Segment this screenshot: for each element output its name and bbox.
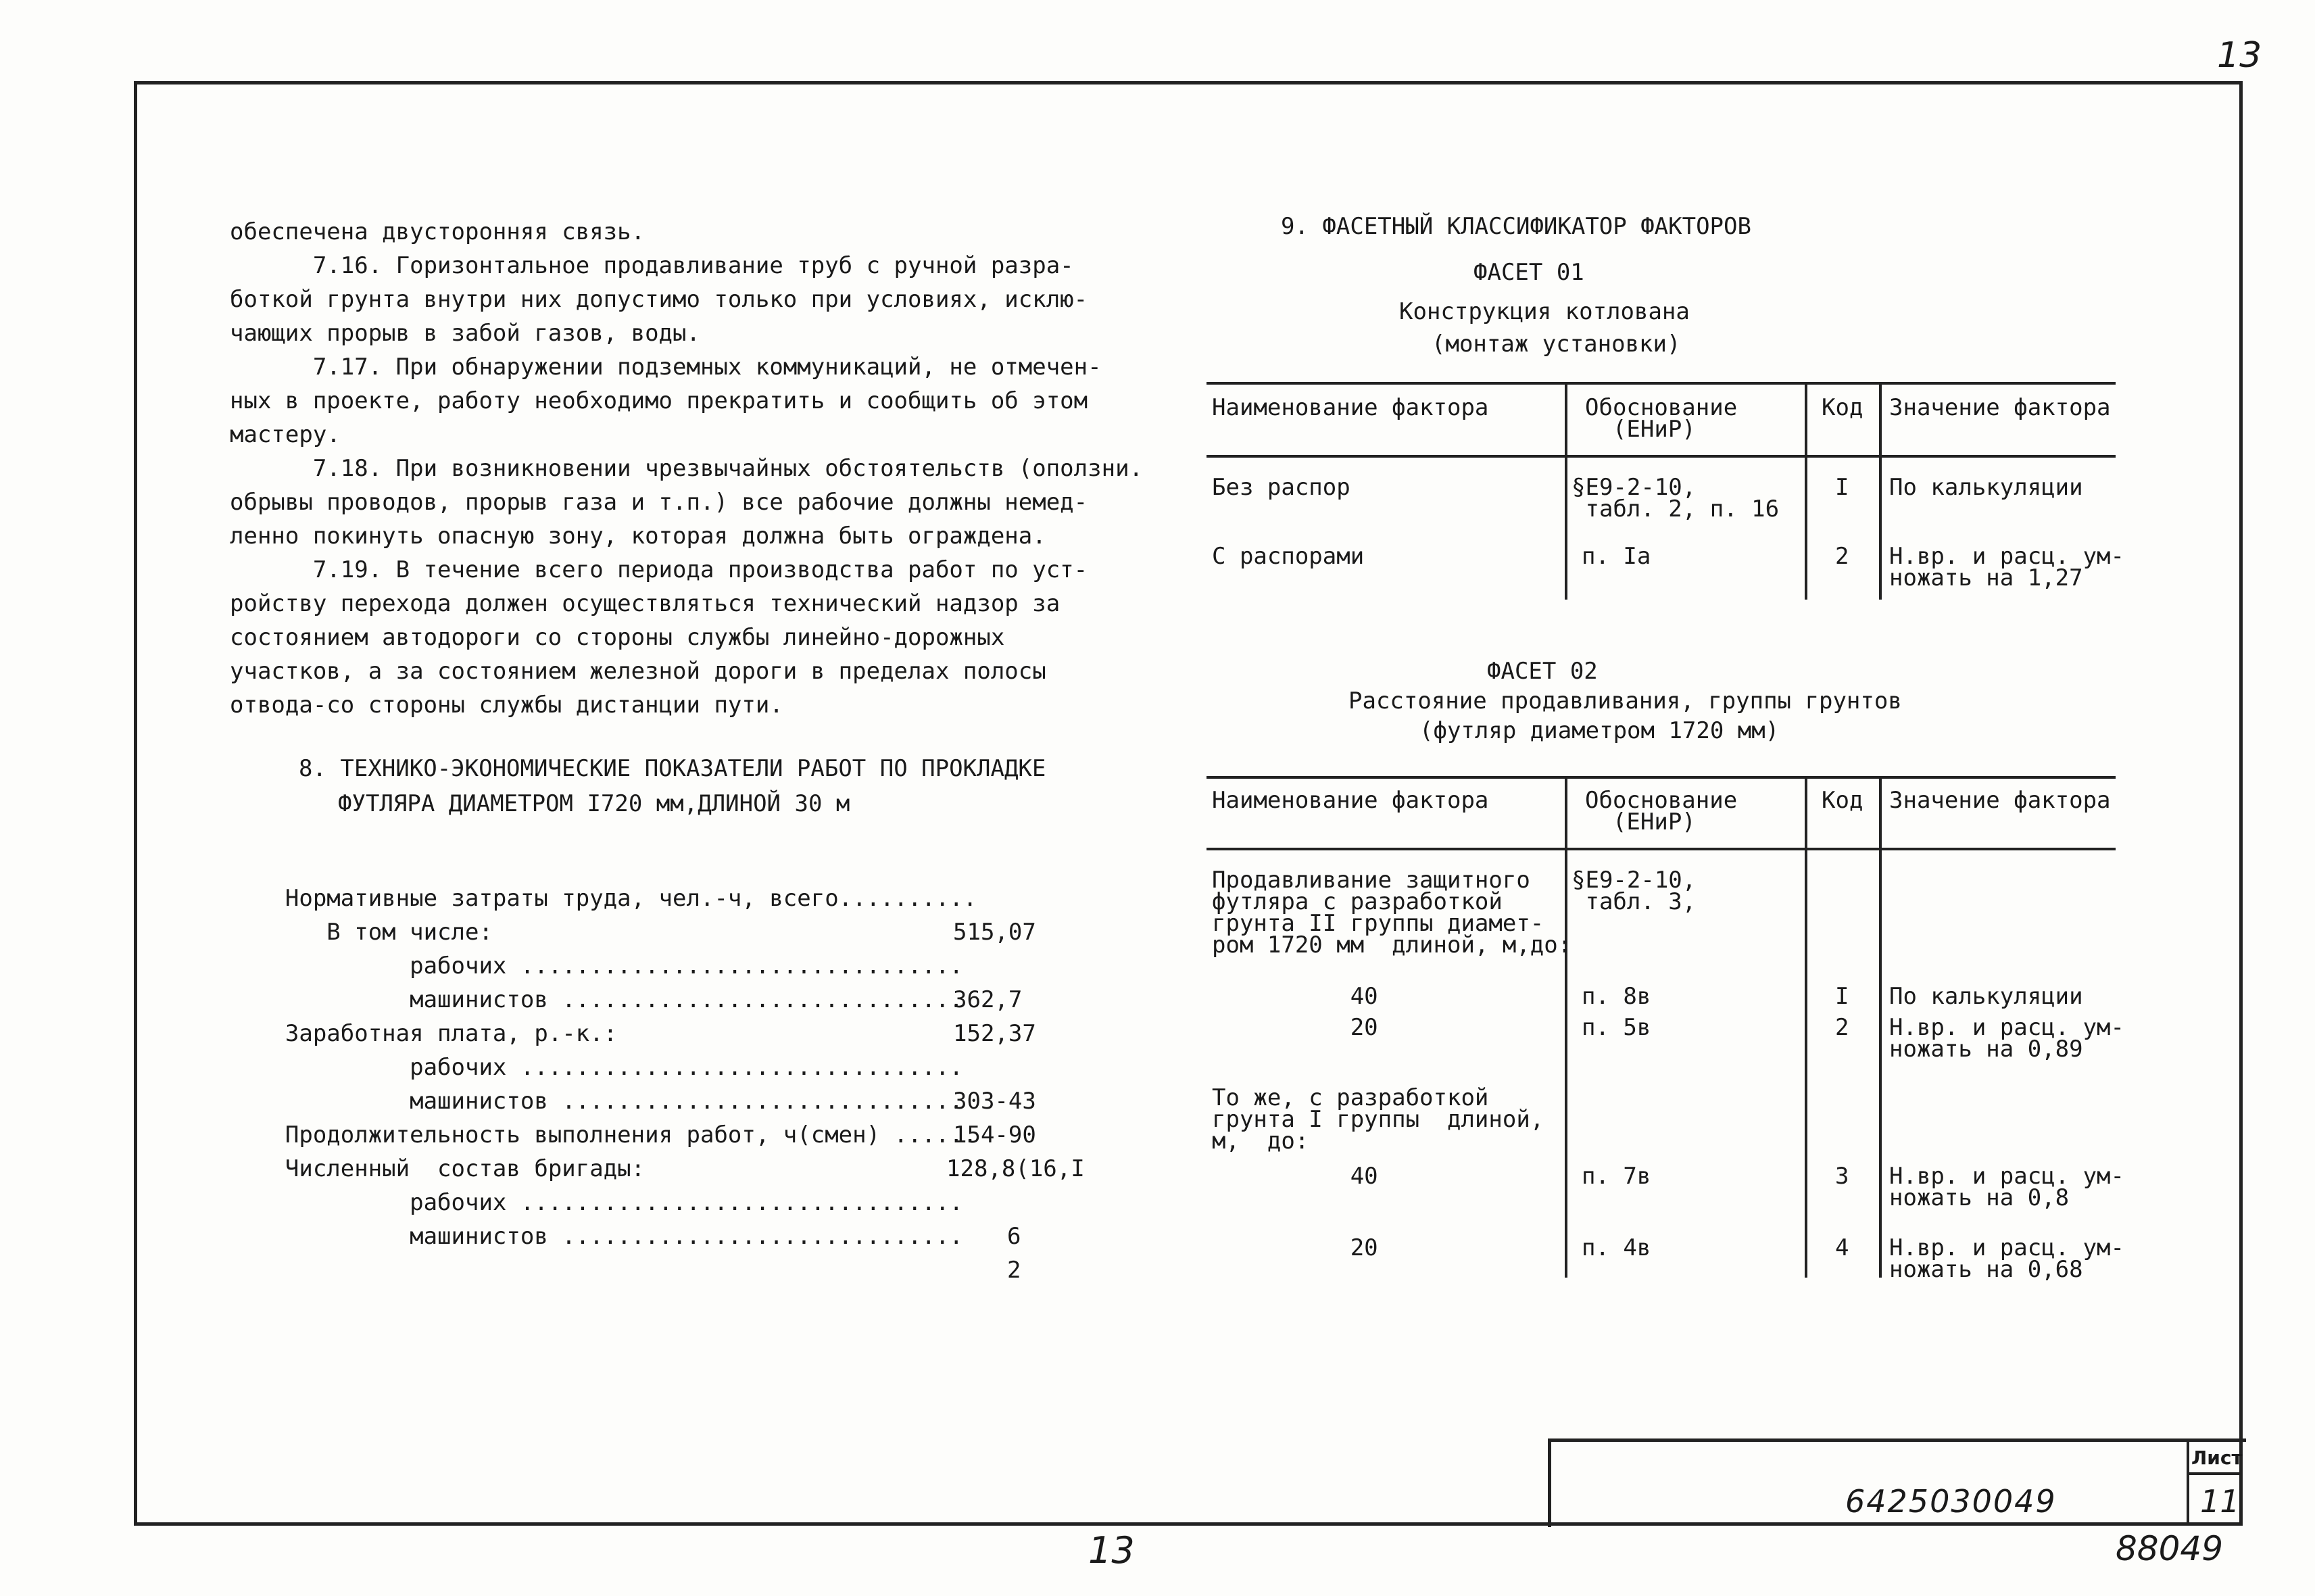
table-rule bbox=[1207, 848, 2116, 850]
indicator-value: 515,07 bbox=[953, 919, 1036, 946]
table-cell: §Е9-2-10, табл. 2, п. 16 bbox=[1571, 474, 1780, 523]
paragraph-line: боткой грунта внутри них допустимо только при условиях, исклю- bbox=[230, 286, 1088, 313]
indicator-label: Заработная плата, р.-к.: bbox=[285, 1020, 618, 1047]
table-rule bbox=[1565, 776, 1567, 1278]
paragraph-line: 7.19. В течение всего периода производства работ по уст- bbox=[230, 556, 1088, 583]
table-cell: 2 bbox=[1835, 543, 1849, 570]
table-cell: Продавливание защитного футляра с разработкой грунта II группы диамет- ром 1720 мм длиной, м,до: bbox=[1212, 867, 1572, 959]
table-cell: То же, с разработкой грунта I группы длиной, м, до: bbox=[1212, 1084, 1544, 1155]
stamp-divider bbox=[2187, 1472, 2243, 1475]
table-cell: По калькуляции bbox=[1889, 983, 2083, 1010]
facet1-title: ФАСЕТ 01 bbox=[1473, 259, 1584, 286]
table-cell: п. 5в bbox=[1582, 1014, 1651, 1041]
indicator-label: Продолжительность выполнения работ, ч(смен) ...... bbox=[285, 1121, 977, 1148]
paragraph-line: 7.18. При возникновении чрезвычайных обстоятельств (оползни. bbox=[230, 455, 1144, 482]
section8-title: ФУТЛЯРА ДИАМЕТРОМ I720 мм,ДЛИНОЙ 30 м bbox=[338, 790, 850, 817]
paragraph-line: чающих прорыв в забой газов, воды. bbox=[230, 320, 700, 347]
table-rule bbox=[1805, 776, 1807, 1278]
document-code: 6425030049 bbox=[1845, 1483, 2057, 1520]
facet2-subtitle: (футляр диаметром 1720 мм) bbox=[1419, 717, 1780, 744]
indicator-label: машинистов ............................. bbox=[285, 986, 963, 1013]
paragraph-line: 7.16. Горизонтальное продавливание труб с ручной разра- bbox=[230, 252, 1074, 279]
paragraph-line: ных в проекте, работу необходимо прекратить и сообщить об этом bbox=[230, 387, 1088, 414]
paragraph-line: обеспечена двусторонняя связь. bbox=[230, 218, 645, 245]
table-rule bbox=[1207, 455, 2116, 458]
table-cell: Без распор bbox=[1212, 474, 1350, 501]
column-header: Обоснование (ЕНиР) bbox=[1585, 787, 1738, 836]
indicator-value: 6 bbox=[1007, 1223, 1021, 1250]
indicator-label: рабочих ................................ bbox=[285, 1189, 963, 1216]
table-cell: Н.вр. и расц. ум- ножать на 0,89 bbox=[1889, 1014, 2124, 1063]
indicator-value: 2 bbox=[1007, 1257, 1021, 1284]
paragraph-line: участков, а за состоянием железной дороги в пределах полосы bbox=[230, 658, 1046, 685]
indicators-list bbox=[230, 848, 1108, 1284]
facet2-subtitle: Расстояние продавливания, группы грунтов bbox=[1348, 687, 1902, 715]
table-cell: п. 7в bbox=[1582, 1163, 1651, 1190]
stamp-divider bbox=[2187, 1438, 2189, 1524]
column-header: Обоснование (ЕНиР) bbox=[1585, 394, 1738, 443]
paragraph-line: обрывы проводов, прорыв газа и т.п.) все рабочие должны немед- bbox=[230, 489, 1088, 516]
indicator-value: 303-43 bbox=[953, 1088, 1036, 1115]
paragraph-line: состоянием автодороги со стороны службы линейно-дорожных bbox=[230, 624, 1005, 651]
table-cell: Н.вр. и расц. ум- ножать на 0,68 bbox=[1889, 1234, 2124, 1283]
indicator-label: рабочих ................................ bbox=[285, 952, 963, 980]
table-cell: Н.вр. и расц. ум- ножать на 1,27 bbox=[1889, 543, 2124, 591]
left-column bbox=[230, 215, 1142, 722]
paragraph-line: мастеру. bbox=[230, 421, 341, 448]
page-number-bottom-center: 13 bbox=[1088, 1529, 1135, 1572]
column-header: Код bbox=[1822, 394, 1863, 421]
facet2-title: ФАСЕТ 02 bbox=[1487, 658, 1598, 685]
column-header: Наименование фактора bbox=[1212, 787, 1489, 814]
facet2-table bbox=[1207, 776, 2124, 1283]
table-cell: 2 bbox=[1835, 1014, 1849, 1041]
table-rule bbox=[1565, 382, 1567, 600]
column-header: Код bbox=[1822, 787, 1863, 814]
column-header: Значение фактора bbox=[1889, 394, 2111, 421]
table-cell: I bbox=[1835, 474, 1849, 501]
paragraph-line: ленно покинуть опасную зону, которая должна быть ограждена. bbox=[230, 523, 1046, 550]
column-header: Наименование фактора bbox=[1212, 394, 1489, 421]
table-rule bbox=[1207, 382, 2116, 385]
table-cell: Н.вр. и расц. ум- ножать на 0,8 bbox=[1889, 1163, 2124, 1211]
indicator-label: Численный состав бригады: bbox=[285, 1155, 645, 1182]
sheet-label: Лист bbox=[2191, 1447, 2243, 1469]
table-cell: 40 bbox=[1212, 1163, 1378, 1190]
facet1-subtitle: (монтаж установки) bbox=[1432, 331, 1681, 358]
table-cell: п. Iа bbox=[1582, 543, 1651, 570]
table-cell: §Е9-2-10, табл. 3, bbox=[1571, 867, 1697, 915]
indicator-label: машинистов ............................. bbox=[285, 1223, 963, 1250]
column-header: Значение фактора bbox=[1889, 787, 2111, 814]
indicator-row bbox=[230, 1186, 1108, 1284]
table-rule bbox=[1805, 382, 1807, 600]
table-cell: 20 bbox=[1212, 1234, 1378, 1261]
paragraph-line: 7.17. При обнаружении подземных коммуникаций, не отмечен- bbox=[230, 354, 1102, 381]
section9-title: 9. ФАСЕТНЫЙ КЛАССИФИКАТОР ФАКТОРОВ bbox=[1281, 213, 1751, 240]
indicator-label: рабочих ................................ bbox=[285, 1054, 963, 1081]
indicator-value: 154-90 bbox=[953, 1121, 1036, 1148]
indicator-value: 128,8(16,I bbox=[946, 1155, 1085, 1182]
table-cell: п. 8в bbox=[1582, 983, 1651, 1010]
table-rule bbox=[1879, 382, 1882, 600]
paragraph-line: отвода-со стороны службы дистанции пути. bbox=[230, 692, 783, 719]
table-cell: 3 bbox=[1835, 1163, 1849, 1190]
sheet-number: 11 bbox=[2200, 1483, 2240, 1520]
table-rule bbox=[1207, 776, 2116, 779]
paragraph-line: ройству перехода должен осуществляться технический надзор за bbox=[230, 590, 1061, 617]
table-cell: 20 bbox=[1212, 1014, 1378, 1041]
section8-title: 8. ТЕХНИКО-ЭКОНОМИЧЕСКИЕ ПОКАЗАТЕЛИ РАБОТ ПО ПРОКЛАДКЕ bbox=[299, 755, 1046, 782]
table-cell: 4 bbox=[1835, 1234, 1849, 1261]
table-cell: По калькуляции bbox=[1889, 474, 2083, 501]
indicator-label: Нормативные затраты труда, чел.-ч, всего.......... bbox=[285, 885, 977, 912]
indicator-value: 152,37 bbox=[953, 1020, 1036, 1047]
indicator-label: В том числе: bbox=[285, 919, 493, 946]
facet1-subtitle: Конструкция котлована bbox=[1399, 298, 1690, 325]
table-cell: С распорами bbox=[1212, 543, 1365, 570]
table-cell: 40 bbox=[1212, 983, 1378, 1010]
table-cell: I bbox=[1835, 983, 1849, 1010]
facet1-table bbox=[1207, 382, 2124, 605]
indicator-value: 362,7 bbox=[953, 986, 1023, 1013]
page-number-bottom-right: 88049 bbox=[2116, 1529, 2224, 1568]
indicator-label: машинистов ............................. bbox=[285, 1088, 963, 1115]
table-cell: п. 4в bbox=[1582, 1234, 1651, 1261]
table-rule bbox=[1879, 776, 1882, 1278]
page-number-top-right: 13 bbox=[2217, 35, 2262, 76]
